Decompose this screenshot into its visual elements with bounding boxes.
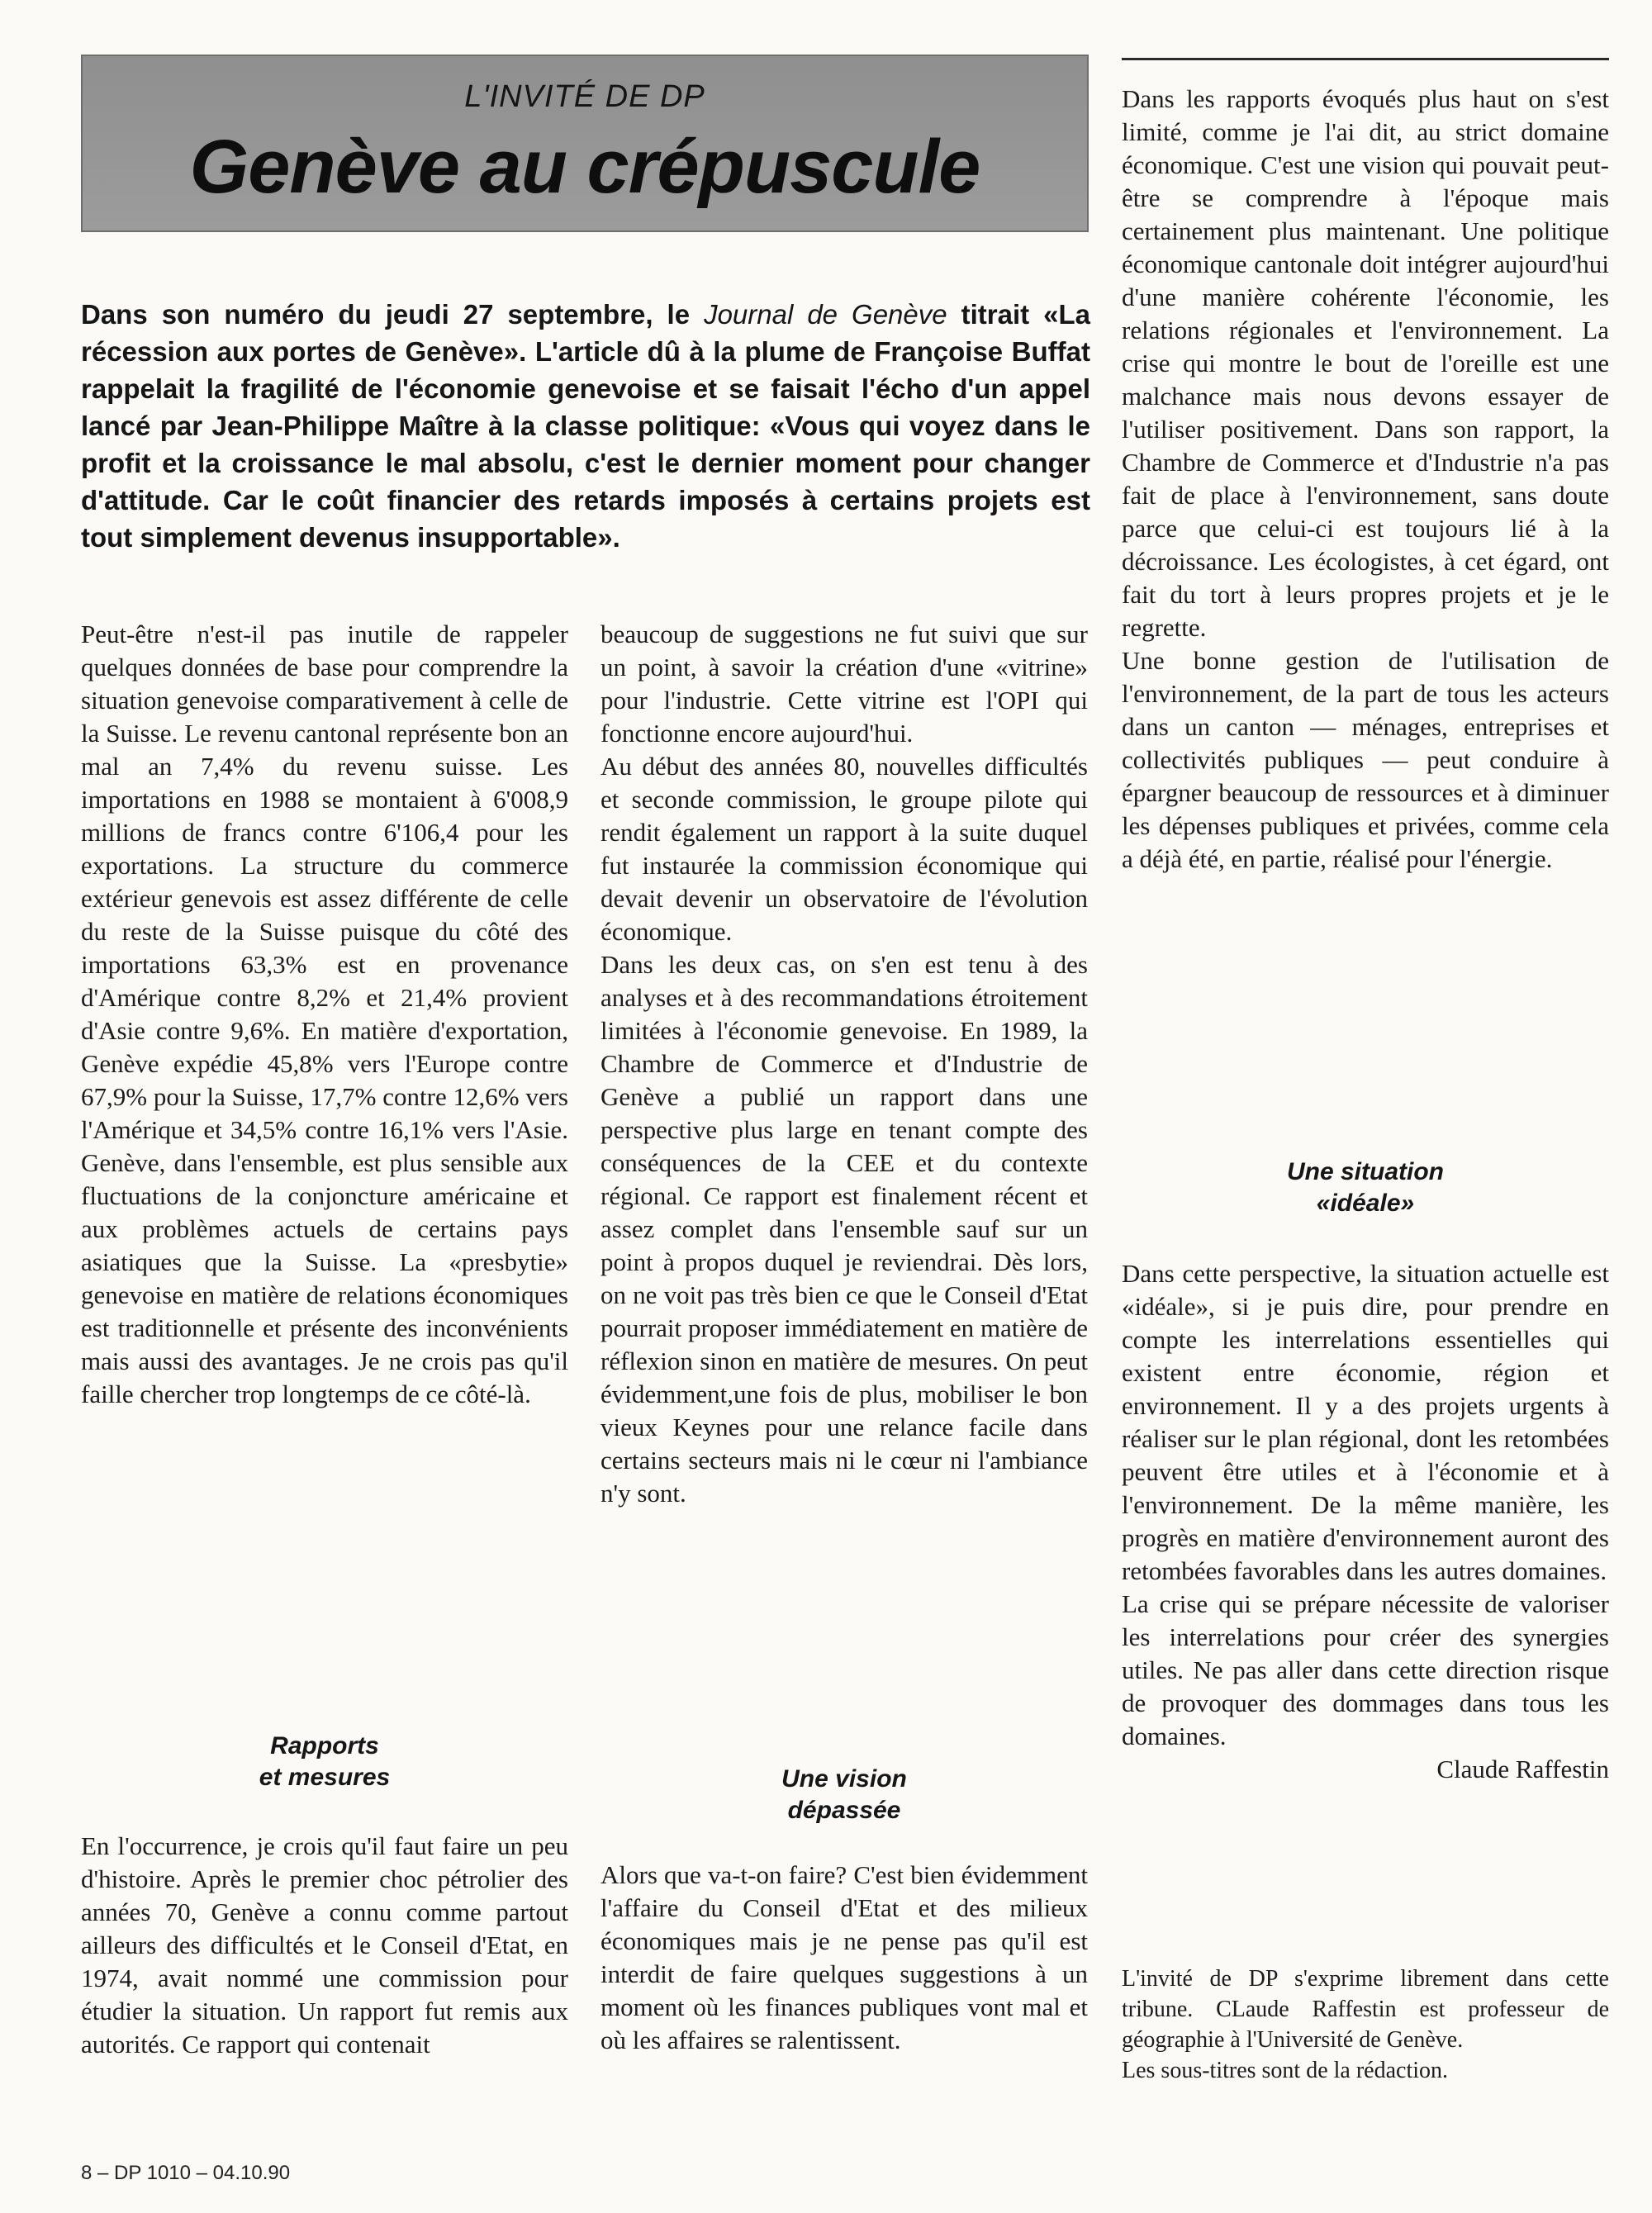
lede-part2: titrait «La récession aux portes de Genève». L'article dû à la plume de Françoise Buffat rappelait la fragilité de l'économie genevoise et se faisait l'écho d'un appel lancé par Jean-Philippe Maître à la classe politique: «Vous qui voyez dans le profit et la croissance le mal absolu, c'est le dernier moment pour changer d'attitude. Car le coût financier des retards imposés à certains projets est tout simplement devenus insupportable». xyxy=(81,299,1091,553)
subhead-line: Une vision xyxy=(781,1765,907,1793)
author-signature: Claude Raffestin xyxy=(1436,1755,1609,1783)
note-line: L'invité de DP s'exprime librement dans cette tribune. CLaude Raffestin est professeur de géographie à l'Université de Genève. xyxy=(1122,1966,1609,2053)
subhead-line: dépassée xyxy=(787,1797,901,1824)
subhead-line: Rapports xyxy=(270,1732,379,1759)
header-banner xyxy=(81,55,1089,232)
lede-publication: Journal de Genève xyxy=(704,299,947,330)
paragraph: Au début des années 80, nouvelles difficultés et seconde commission, le groupe pilote qui rendit également un rapport à la suite duquel fut instaurée la commission économique qui devait devenir un observatoire de l'évolution économique. xyxy=(601,752,1088,946)
paragraph: La crise qui se prépare nécessite de valoriser les interrelations pour créer des synergies utiles. Ne pas aller dans cette direction risque de provoquer des dommages dans tous les domaines. xyxy=(1122,1589,1609,1750)
paragraph: Peut-être n'est-il pas inutile de rappeler quelques données de base pour comprendre la situation genevoise comparativement à celle de la Suisse. Le revenu cantonal représente bon an mal an 7,4% du revenu suisse. Les importations en 1988 se montaient à 6'008,9 millions de francs contre 6'106,4 pour les exportations. La structure du commerce extérieur genevois est assez différente de celle du reste de la Suisse puisque du côté des importations 63,3% est en provenance d'Amérique contre 8,2% et 21,4% provient d'Asie contre 9,6%. En matière d'exportation, Genève expédie 45,8% vers l'Europe contre 67,9% pour la Suisse, 17,7% contre 12,6% vers l'Amérique et 34,5% contre 16,1% vers l'Asie. Genève, dans l'ensemble, est plus sensible aux fluctuations de la conjoncture américaine et aux problèmes actuels de certains pays asiatiques que la Suisse. La «presbytie» genevoise en matière de relations économiques est traditionnelle et présente des inconvénients mais aussi des avantages. Je ne crois pas qu'il faille chercher trop longtemps de ce côté-là. xyxy=(81,620,568,1408)
column-1-top xyxy=(81,618,568,1411)
subhead-line: Une situation xyxy=(1286,1158,1444,1185)
column-top-rule xyxy=(1122,58,1609,60)
page-footer: 8 – DP 1010 – 04.10.90 xyxy=(81,2162,291,2184)
paragraph: Dans cette perspective, la situation actuelle est «idéale», si je puis dire, pour prendre en compte les interrelations essentielles qui existent entre économie, région et environnement. Il y a des projets urgents à réaliser sur le plan régional, dont les retombées peuvent être utiles et à l'économie et à l'environnement. De la même manière, les progrès en matière d'environnement auront des retombées favorables dans les autres domaines. xyxy=(1122,1259,1609,1585)
paragraph: beaucoup de suggestions ne fut suivi que sur un point, à savoir la création d'une «vitrine» pour l'industrie. Cette vitrine est l'OPI qui fonctionne encore aujourd'hui. xyxy=(601,620,1088,748)
paragraph: Dans les deux cas, on s'en est tenu à des analyses et à des recommandations étroitement limitées à l'économie genevoise. En 1989, la Chambre de Commerce et d'Industrie de Genève a publié un rapport dans une perspective plus large en tenant compte des conséquences de la CEE et du contexte régional. Ce rapport est finalement récent et assez complet dans l'ensemble sauf sur un point à propos duquel je reviendrai. Dès lors, on ne voit pas très bien ce que le Conseil d'Etat pourrait proposer immédiatement en matière de réflexion sinon en matière de mesures. On peut évidemment,une fois de plus, mobiliser le bon vieux Keynes pour une relance facile dans certains secteurs mais ni le cœur ni l'ambiance n'y sont. xyxy=(601,950,1088,1508)
paragraph: Une bonne gestion de l'utilisation de l'environnement, de la part de tous les acteurs dans un canton — ménages, entreprises et collectivités publiques — peut conduire à épargner beaucoup de ressources et à diminuer les dépenses publiques et privées, comme cela a déjà été, en partie, réalisé pour l'énergie. xyxy=(1122,646,1609,873)
subhead-rapports xyxy=(81,1731,568,1793)
note-line: Les sous-titres sont de la rédaction. xyxy=(1122,2058,1449,2083)
column-2-bottom xyxy=(601,1859,1088,2057)
paragraph: Alors que va-t-on faire? C'est bien évidemment l'affaire du Conseil d'Etat et des milieux économiques mais je ne pense pas qu'il est interdit de faire quelques suggestions à un moment où les finances publiques vont mal et où les affaires se ralentissent. xyxy=(601,1860,1088,2054)
lede-part1: Dans son numéro du jeudi 27 septembre, le xyxy=(81,299,705,330)
column-1-bottom xyxy=(81,1830,568,2061)
paragraph: En l'occurrence, je crois qu'il faut faire un peu d'histoire. Après le premier choc pétrolier des années 70, Genève a connu comme partout ailleurs des difficultés et le Conseil d'Etat, en 1974, avait nommé une commission pour étudier la situation. Un rapport fut remis aux autorités. Ce rapport qui contenait xyxy=(81,1831,568,2059)
subhead-situation xyxy=(1122,1156,1609,1219)
subhead-line: et mesures xyxy=(259,1764,391,1791)
column-3-bottom xyxy=(1122,1257,1609,1786)
subhead-line: «idéale» xyxy=(1316,1190,1415,1217)
column-2-top xyxy=(601,618,1088,1510)
article-title: Genève au crépuscule xyxy=(189,125,980,209)
column-3-top xyxy=(1122,83,1609,876)
subhead-vision xyxy=(601,1764,1088,1826)
author-note xyxy=(1122,1964,1609,2086)
section-kicker: L'INVITÉ DE DP xyxy=(464,79,705,114)
paragraph: Dans les rapports évoqués plus haut on s'est limité, comme je l'ai dit, au strict domaine économique. C'est une vision qui pouvait peut-être se comprendre à l'époque mais certainement plus maintenant. Une politique économique cantonale doit intégrer aujourd'hui d'une manière cohérente l'économie, les relations régionales et l'environnement. La crise qui montre le bout de l'oreille est une malchance mais nous devons essayer de l'utiliser positivement. Dans son rapport, la Chambre de Commerce et d'Industrie n'a pas fait de place à l'environnement, sans doute parce que celui-ci est toujours lié à la décroissance. Les écologistes, à cet égard, ont fait du tort à leurs propres projets et je le regrette. xyxy=(1122,84,1609,642)
article-lede xyxy=(81,296,1090,556)
